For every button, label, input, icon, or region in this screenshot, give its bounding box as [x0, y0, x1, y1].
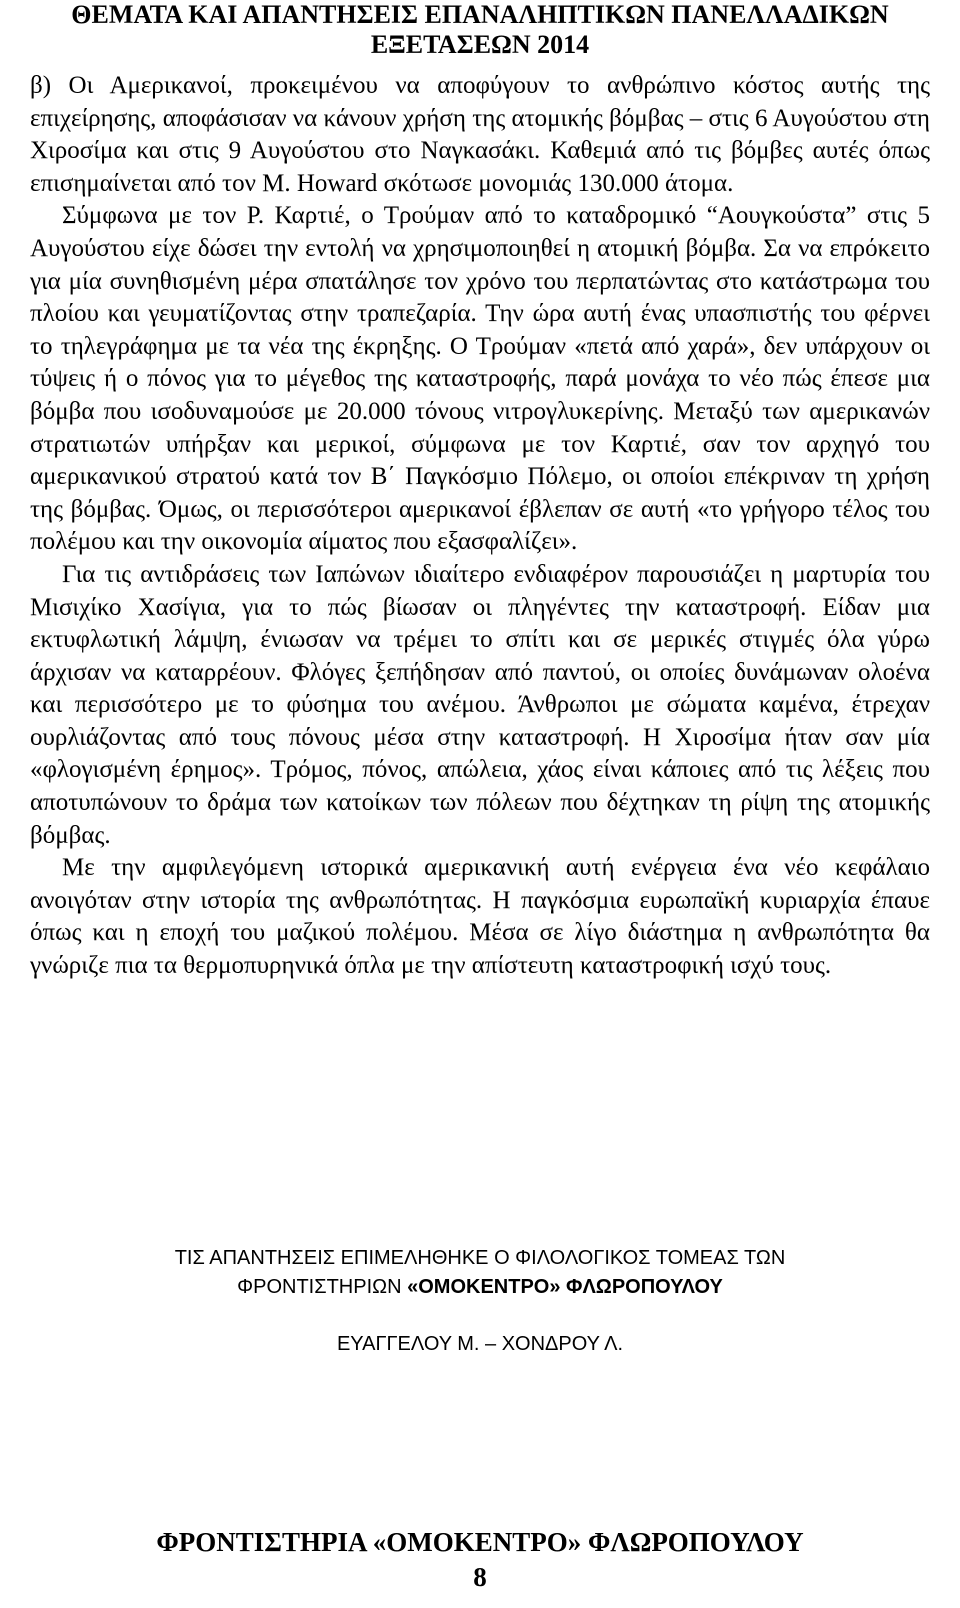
credits-line-1: ΤΙΣ ΑΠΑΝΤΗΣΕΙΣ ΕΠΙΜΕΛΗΘΗΚΕ Ο ΦΙΛΟΛΟΓΙΚΟΣ ΤΟΜΕΑΣ ΤΩΝ — [174, 1247, 786, 1269]
authors-line: ΕΥΑΓΓΕΛΟΥ Μ. – ΧΟΝΔΡΟΥ Λ. — [336, 1333, 624, 1355]
credits-line-2 — [0, 1273, 960, 1302]
paragraph-1: β) Οι Αμερικανοί, προκειμένου να αποφύγουν το ανθρώπινο κόστος αυτής της επιχείρησης, αποφάσισαν να κάνουν χρήση της ατομικής βόμβας – στις 6 Αυγούστου στη Χιροσίμα και στις 9 Αυγούστου στο Ναγκασάκι. Καθεμιά από τις βόμβες αυτές όπως επισημαίνεται από τον Μ. Howard σκότωσε μονομιάς 130.000 άτομα. — [30, 72, 930, 197]
title-line-2: ΕΞΕΤΑΣΕΩΝ 2014 — [370, 30, 590, 59]
page-number: 8 — [473, 1562, 487, 1592]
answer-body — [30, 70, 930, 983]
paragraph-3: Για τις αντιδράσεις των Ιαπώνων ιδιαίτερο ενδιαφέρον παρουσιάζει η μαρτυρία του Μισιχίκο Χασίγια, για το πώς βίωσαν οι πληγέντες την καταστροφή. Είδαν μια εκτυφλωτική λάμψη, ένιωσαν να τρέμει το σπίτι και σε μερικές στιγμές όλα γύρω άρχισαν να καταρρέουν. Φλόγες ξεπήδησαν από παντού, οι οποίες δυνάμωναν ολοένα και περισσότερο με το φύσημα του ανέμου. Άνθρωποι με σώματα καμένα, έτρεχαν ουρλιάζοντας από τους πόνους μέσα στην καταστροφή. Η Χιροσίμα ήταν σαν μία «φλογισμένη έρημος». Τρόμος, πόνος, απώλεια, χάος είναι κάποιες από τις λέξεις που αποτυπώνουν το δράμα των κατοίκων των πόλεων που δέχτηκαν τη ρίψη της ατομικής βόμβας. — [30, 560, 930, 849]
paragraph-4: Με την αμφιλεγόμενη ιστορικά αμερικανική αυτή ενέργεια ένα νέο κεφάλαιο ανοιγόταν στην ιστορία της ανθρωπότητας. Η παγκόσμια ευρωπαϊκή κυριαρχία έπαυε όπως και η εποχή του μαζικού πολέμου. Μέσα σε λίγο διάστημα η ανθρωπότητα θα γνώριζε πια τα θερμοπυρηνικά όπλα με την απίστευτη καταστροφική ισχύ τους. — [30, 854, 930, 980]
footer-brand: ΦΡΟΝΤΙΣΤΗΡΙΑ «ΟΜΟΚΕΝΤΡΟ» ΦΛΩΡΟΠΟΥΛΟΥ — [156, 1527, 804, 1557]
credits-line-2-brand: «ΟΜΟΚΕΝΤΡΟ» ΦΛΩΡΟΠΟΥΛΟΥ — [407, 1276, 723, 1298]
page-title — [0, 0, 960, 60]
paragraph-2: Σύμφωνα με τον Ρ. Καρτιέ, ο Τρούμαν από το καταδρομικό “Αουγκούστα” στις 5 Αυγούστου είχε δώσει την εντολή να χρησιμοποιηθεί η ατομική βόμβα. Σα να επρόκειτο για μία συνηθισμένη μέρα σπατάλησε τον χρόνο του περπατώντας στο κατάστρωμα του πλοίου και γευματίζοντας στην τραπεζαρία. Την ώρα αυτή ένας υπασπιστής του φέρνει το τηλεγράφημα με τα νέα της έκρηξης. Ο Τρούμαν «πετά από χαρά», δεν υπάρχουν οι τύψεις ή ο πόνος για το μέγεθος της καταστροφής, παρά μονάχα το νέο πώς έπεσε μια βόμβα που ισοδυναμούσε με 20.000 τόνους νιτρογλυκερίνης. Μεταξύ των αμερικανών στρατιωτών υπήρξαν και μερικοί, σύμφωνα με τον Καρτιέ, σαν τον αρχηγό του αμερικανικού στρατού κατά τον Β΄ Παγκόσμιο Πόλεμο, οι οποίοι επέκριναν τη χρήση της βόμβας. Όμως, οι περισσότεροι αμερικανοί έβλεπαν σε αυτή «το γρήγορο τέλος του πολέμου και την οικονομία αίματος που εξασφαλίζει». — [30, 202, 930, 556]
credits-line-2-prefix: ΦΡΟΝΤΙΣΤΗΡΙΩΝ — [237, 1276, 408, 1298]
credits-block — [0, 1244, 960, 1302]
title-line-1: ΘΕΜΑΤΑ ΚΑΙ ΑΠΑΝΤΗΣΕΙΣ ΕΠΑΝΑΛΗΠΤΙΚΩΝ ΠΑΝΕΛΛΑΔΙΚΩΝ — [71, 0, 889, 29]
